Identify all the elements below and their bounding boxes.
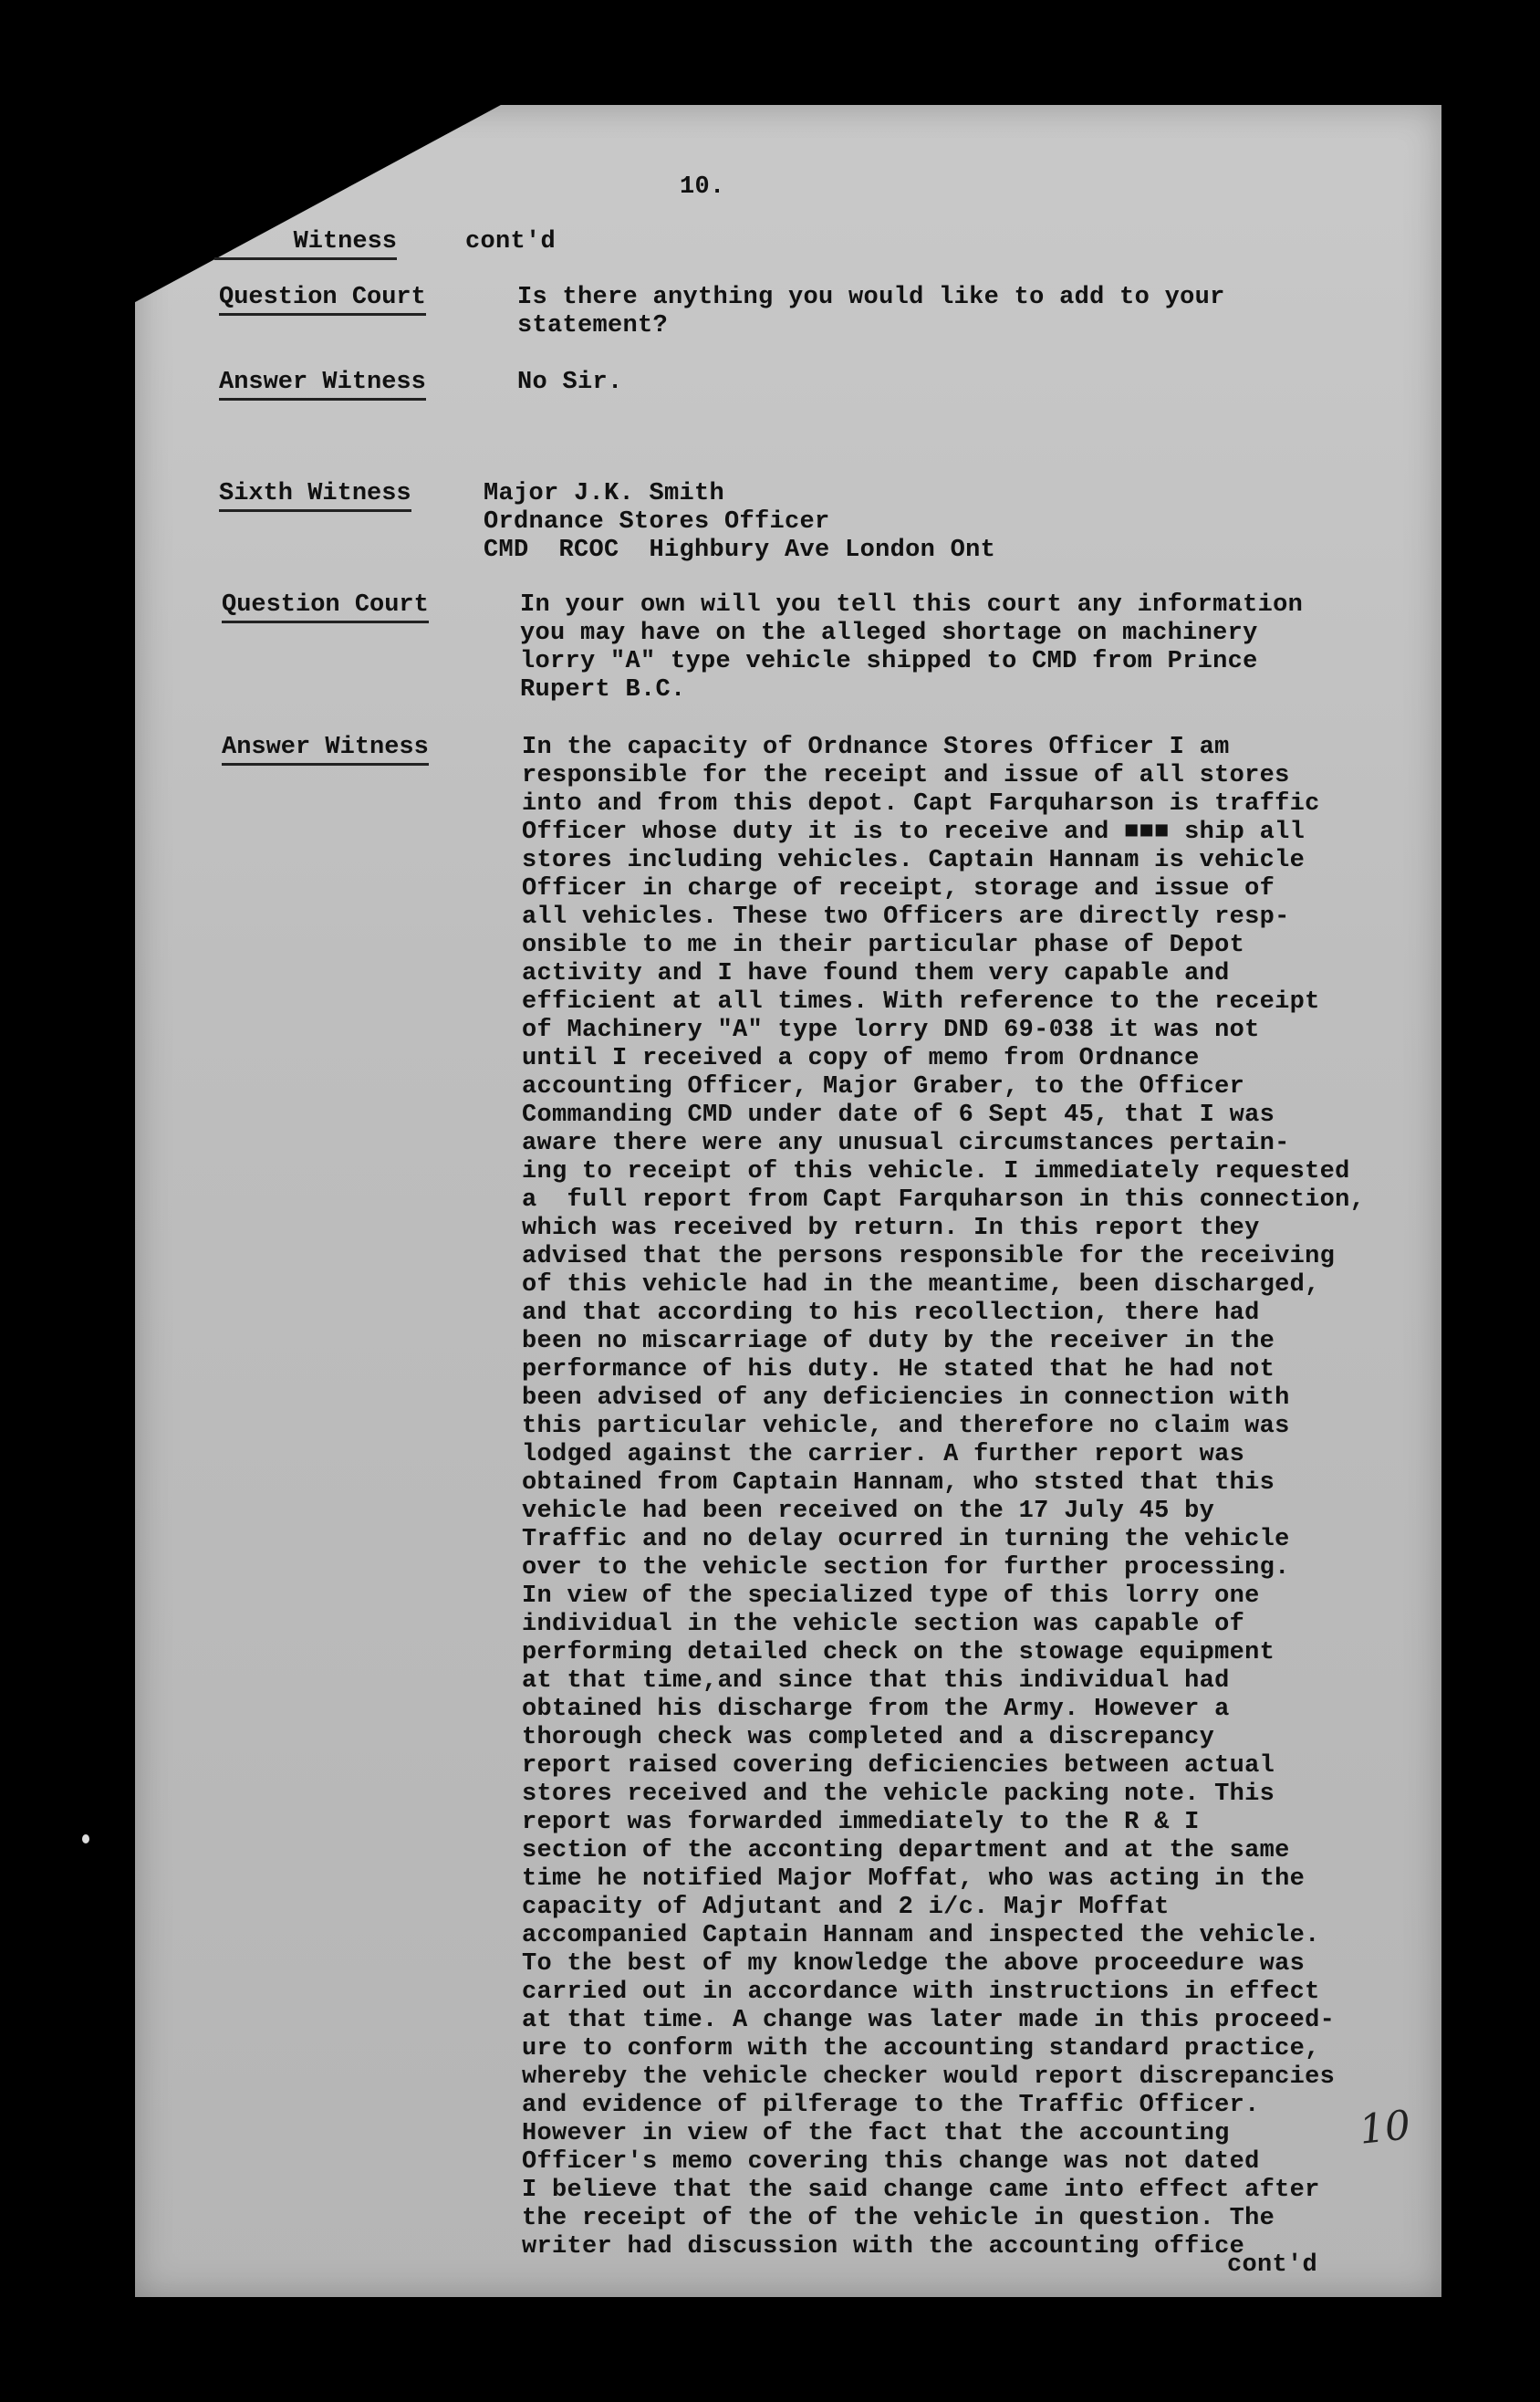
answer-text-1: No Sir. <box>517 369 623 396</box>
continued-marker-top: cont'd <box>465 228 557 256</box>
question-text-2: In your own will you tell this court any information you may have on the alleged shortage on machinery lorry "A" type vehicle shipped to CMD from Prince Rupert B.C. <box>520 591 1304 704</box>
sixth-witness-details: Major J.K. Smith Ordnance Stores Officer CMD RCOC Highbury Ave London Ont <box>484 480 996 564</box>
question-text-1: Is there anything you would like to add to your statement? <box>517 284 1225 339</box>
question-court-label-2: Question Court <box>222 591 429 623</box>
answer-text-2: In the capacity of Ordnance Stores Officer I am responsible for the receipt and issue of all stores into and from this depot. Capt Farquharson is traffic Officer whose duty it is to receive and ■■■ ship all stores including vehicles. Captain Hannam is vehicle Officer in charge of receipt, storage and issue of all vehicles. These two Officers are directly resp- onsible to me in their particular phase of Depot activity and I have found them very capable and efficient at all times. With reference to the receipt of Machinery "A" type lorry DND 69-038 it was not until I received a copy of memo from Ordnance accounting Officer, Major Graber, to the Officer Commanding CMD under date of 6 Sept 45, that I was aware there were any unusual circumstances pertain- ing to receipt of this vehicle. I immediately requested a full report from Capt Farquharson in this connection, which was received by return. In this report they advised that the persons responsible for the receiving of this vehicle had in the meantime, been discharged, and that according to his recollection, there had been no miscarriage of duty by the receiver in the performance of his duty. He stated that he had not been advised of any deficiencies in connection with this particular vehicle, and therefore no claim was lodged against the carrier. A further report was obtained from Captain Hannam, who ststed that this vehicle had been received on the 17 July 45 by Traffic and no delay ocurred in turning the vehicle over to the vehicle section for further processing. In view of the specialized type of this lorry one individual in the vehicle section was capable of performing detailed check on the stowage equipment at that time,and since that this individual had obtained his discharge from the Army. However a thorough check was completed and a discrepancy report raised covering deficiencies between actual stores received and the vehicle packing note. This report was forwarded immediately to the R & I section of the acconting department and at the same time he notified Major Moffat, who was acting in the capacity of Adjutant and 2 i/c. Majr Moffat accompanied Captain Hannam and inspected the vehicle. To the best of my knowledge the above proceedure was carried out in accordance with instructions in effect at that time. A change was later made in this proceed- ure to conform with the accounting standard practice, whereby the vehicle checker would report discrepancies and evidence of pilferage to the Traffic Officer. However in view of the fact that the accounting Officer's memo covering this change was not dated I believe that the said change came into effect after the receipt of the of the vehicle in question. The writer had discussion with the accounting office <box>522 734 1366 2261</box>
question-court-label-1: Question Court <box>219 284 426 316</box>
continued-marker-bottom: cont'd <box>1227 2251 1318 2279</box>
scan-speck <box>82 1834 89 1843</box>
page-number: 10. <box>680 173 725 201</box>
answer-witness-label-1: Answer Witness <box>219 369 426 401</box>
answer-witness-label-2: Answer Witness <box>222 734 429 766</box>
sixth-witness-label: Sixth Witness <box>219 480 411 512</box>
witness-label: Witness <box>214 228 397 260</box>
handwritten-page-number: 10 <box>1357 2102 1413 2154</box>
